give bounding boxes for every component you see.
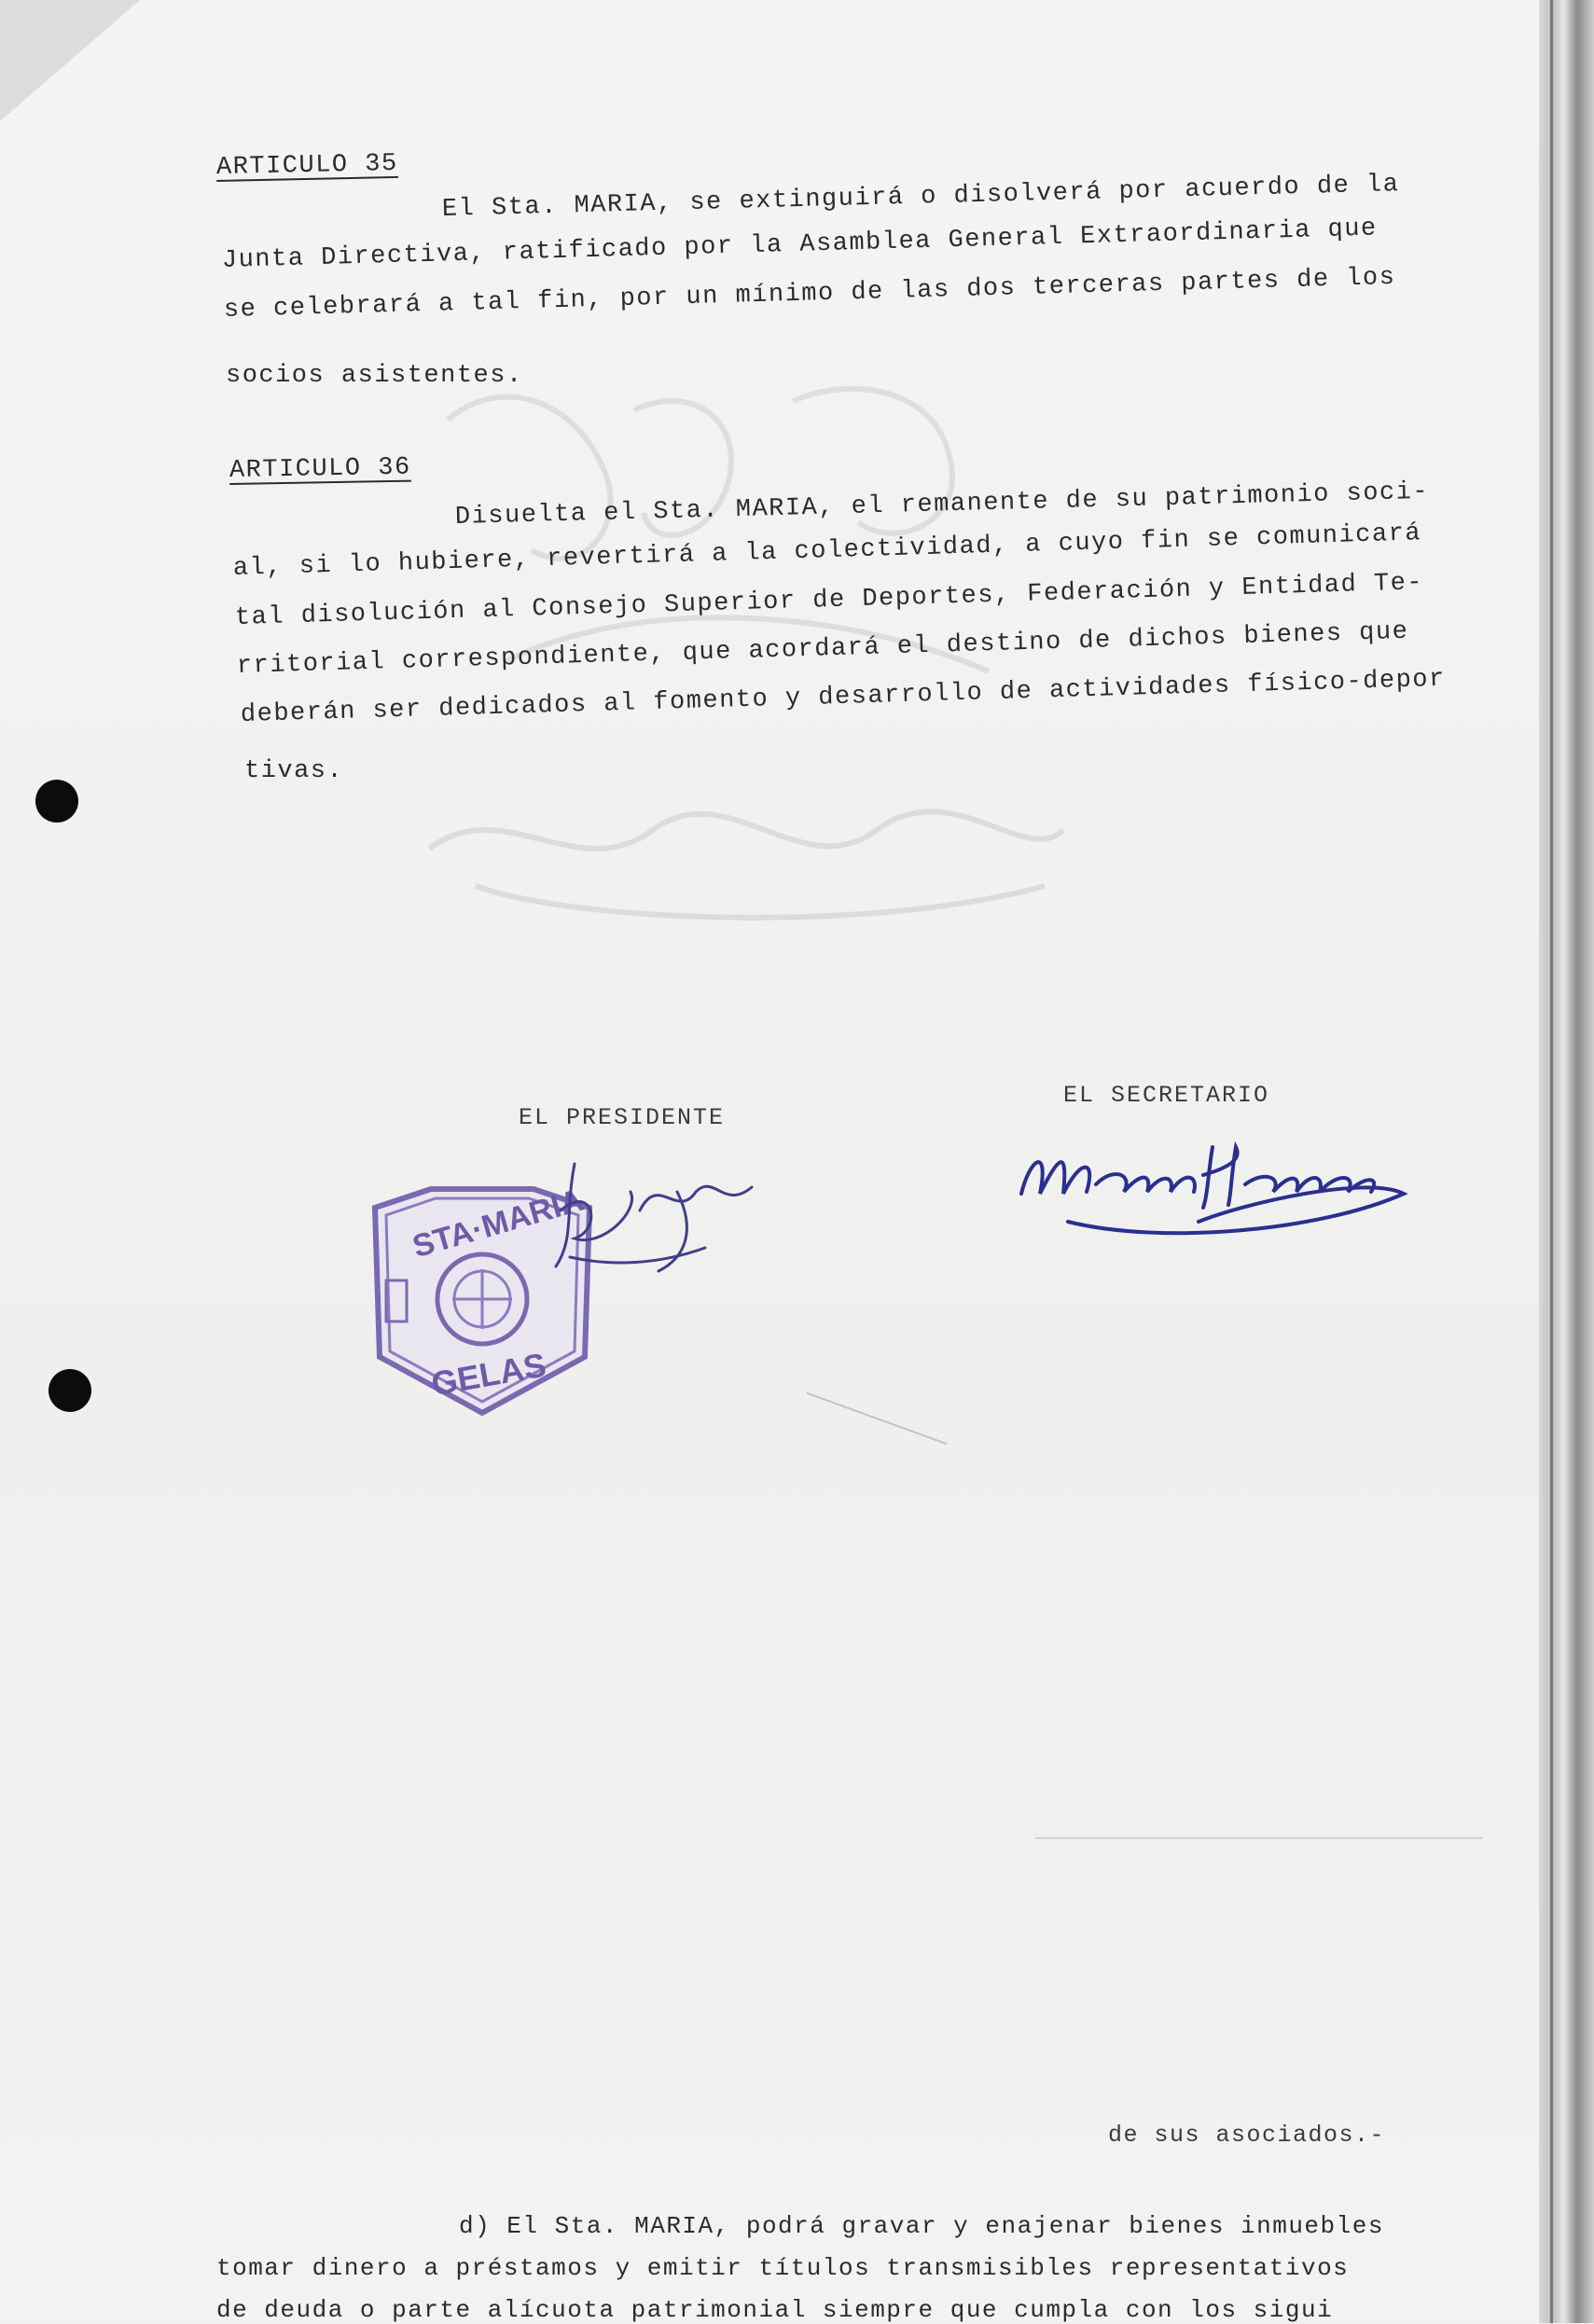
secretary-label: EL SECRETARIO (1063, 1082, 1270, 1109)
punch-hole-top (35, 780, 78, 823)
stamp-text-top: STA·MARIA (409, 1182, 588, 1266)
article-35-heading: ARTICULO 35 (215, 149, 399, 182)
article-36-line-2: al, si lo hubiere, revertirá a la colectividad, a cuyo fin se comunicará (232, 519, 1422, 583)
article-35-line-2: Junta Directiva, ratificado por la Asamblea General Extraordinaria que (221, 214, 1379, 275)
folded-corner (0, 0, 140, 121)
article-35-line-4: socios asistentes. (226, 362, 523, 390)
president-signature (537, 1155, 789, 1285)
article-35-line-3: se celebrará a tal fin, por un mínimo de las dos terceras partes de los (223, 263, 1396, 325)
article-36-line-4: rritorial correspondiente, que acordará el destino de dichos bienes que (236, 617, 1409, 681)
article-36-heading: ARTICULO 36 (229, 453, 411, 485)
president-label: EL PRESIDENTE (519, 1104, 726, 1131)
bleed-line-2: tomar dinero a préstamos y emitir títulos transmisibles representativos (216, 2254, 1350, 2282)
punch-hole-bottom (49, 1369, 91, 1412)
scanned-page-edge (1539, 0, 1594, 2323)
stamp-text-bottom: GELAS (428, 1345, 549, 1404)
secretary-signature (1012, 1119, 1413, 1250)
article-35-line-1: El Sta. MARIA, se extinguirá o disolverá por acuerdo de la (441, 171, 1400, 224)
article-36-line-1: Disuelta el Sta. MARIA, el remanente de su patrimonio soci- (454, 477, 1430, 532)
scan-mark-2 (1035, 1837, 1483, 1839)
bleed-line-1: d) El Sta. MARIA, podrá gravar y enajenar bienes inmuebles (459, 2212, 1384, 2240)
article-36-line-6: tivas. (244, 757, 344, 785)
bleed-line-3: de deuda o parte alícuota patrimonial siempre que cumpla con los sigui (216, 2296, 1334, 2324)
article-36-line-3: tal disolución al Consejo Superior de Deportes, Federación y Entidad Te- (234, 569, 1424, 632)
bleed-fragment: de sus asociados.- (1108, 2122, 1386, 2149)
article-36-line-5: deberán ser dedicados al fomento y desarrollo de actividades físico-depor (240, 665, 1447, 729)
